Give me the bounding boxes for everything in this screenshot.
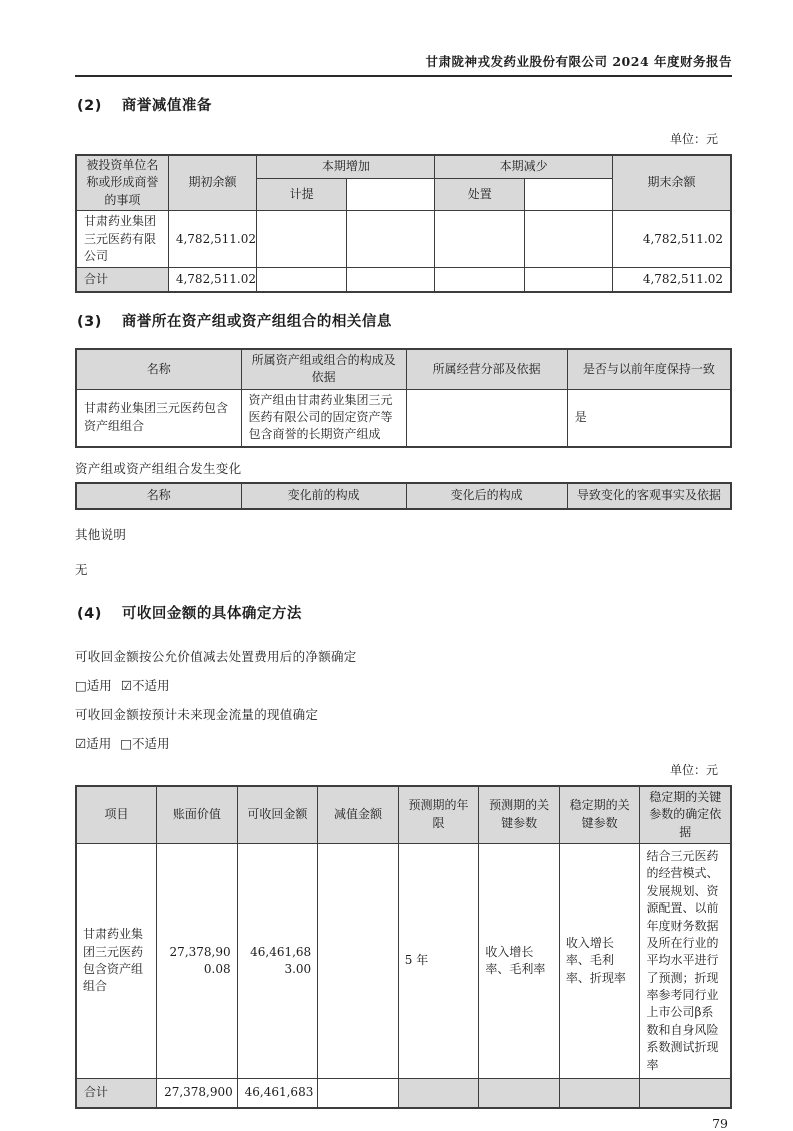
cell-empty — [257, 211, 347, 268]
cell-empty — [525, 211, 613, 268]
header-cell-increase-blank — [347, 178, 435, 210]
header-cell-stable-params-basis: 稳定期的关键参数的确定依据 — [640, 786, 731, 844]
cell-total-ending: 4,782,511.02 — [612, 268, 731, 292]
cell-recoverable-amount: 46,461,683.00 — [237, 843, 318, 1078]
header-rule — [75, 75, 732, 77]
header-cell-increase-provision: 计提 — [257, 178, 347, 210]
fair-value-method-line: 可收回金额按公允价值减去处置费用后的净额确定 — [75, 648, 357, 664]
cell-empty-gray — [398, 1079, 479, 1108]
change-note: 资产组或资产组组合发生变化 — [75, 460, 242, 476]
cell-empty-gray — [479, 1079, 560, 1108]
header-cell-forecast-params: 预测期的关键参数 — [479, 786, 560, 844]
section-4-title: 可收回金额的具体确定方法 — [121, 605, 302, 622]
table-row — [76, 389, 731, 447]
recoverable-amount-table — [75, 785, 732, 1109]
checked-checkbox-not-applicable: ☑不适用 — [120, 677, 170, 693]
header-cell-current-decrease: 本期减少 — [435, 155, 613, 178]
header-cell-change-reason: 导致变化的客观事实及依据 — [567, 483, 731, 509]
cell-project: 甘肃药业集团三元医药包含资产组组合 — [76, 843, 157, 1078]
cell-forecast-period: 5 年 — [398, 843, 479, 1078]
section-3-heading — [77, 310, 732, 331]
cell-total-beginning: 4,782,511.02 — [168, 268, 256, 292]
header-cell-decrease-disposal: 处置 — [435, 178, 525, 210]
cell-total-label: 合计 — [76, 1079, 157, 1108]
header-cell-stable-params: 稳定期的关键参数 — [559, 786, 640, 844]
dcf-applicability — [75, 734, 732, 752]
asset-group-info-table — [75, 348, 732, 448]
header-cell-current-increase: 本期增加 — [257, 155, 435, 178]
unchecked-checkbox-not-applicable: □不适用 — [120, 735, 170, 751]
cell-total-recoverable: 46,461,683 — [237, 1079, 318, 1108]
cell-impairment-empty — [318, 843, 399, 1078]
header-cell-item: 被投资单位名称或形成商誉的事项 — [76, 155, 168, 211]
dcf-method-line: 可收回金额按预计未来现金流量的现值确定 — [75, 706, 319, 722]
cell-composition: 资产组由甘肃药业集团三元医药有限公司的固定资产等包含商誉的长期资产组成 — [241, 389, 406, 447]
section-2-title: 商誉减值准备 — [121, 98, 212, 114]
header-cell-ending-balance: 期末余额 — [612, 155, 731, 211]
cell-segment-empty — [406, 389, 567, 447]
header-cell-beginning-balance: 期初余额 — [168, 155, 256, 211]
total-row — [76, 1079, 731, 1108]
table-row — [76, 843, 731, 1078]
header-cell-decrease-blank — [525, 178, 613, 210]
section-4-number: (4) — [77, 605, 102, 622]
header-cell-change-name: 名称 — [76, 483, 241, 509]
unit-label-1: 单位：元 — [669, 132, 718, 146]
asset-group-change-table — [75, 482, 732, 510]
cell-empty-gray — [559, 1079, 640, 1108]
header-cell-impairment-amount: 减值金额 — [318, 786, 399, 844]
cell-empty-gray — [640, 1079, 731, 1108]
section-2-number: (2) — [77, 98, 102, 114]
total-row — [76, 268, 731, 292]
section-3-title: 商誉所在资产组或资产组组合的相关信息 — [121, 313, 392, 330]
cell-empty — [318, 1079, 399, 1108]
cell-item: 甘肃药业集团三元医药有限公司 — [76, 211, 168, 268]
unit-label-2: 单位：元 — [669, 762, 718, 777]
cell-empty — [347, 268, 435, 292]
section-3-number: (3) — [77, 313, 102, 330]
page-number: 79 — [712, 1115, 728, 1131]
cell-consistency: 是 — [567, 389, 731, 447]
header-cell-composition: 所属资产组或组合的构成及依据 — [241, 349, 406, 389]
other-note-value: 无 — [75, 561, 88, 577]
cell-ending-balance: 4,782,511.02 — [612, 211, 731, 268]
fair-value-applicability — [75, 676, 732, 694]
cell-book-value: 27,378,900.08 — [157, 843, 238, 1078]
checked-checkbox-applicable: ☑适用 — [75, 735, 112, 751]
cell-forecast-params: 收入增长率、毛利率 — [479, 843, 560, 1078]
section-4-heading — [77, 602, 732, 623]
header-cell-before-change: 变化前的构成 — [241, 483, 406, 509]
header-cell-name: 名称 — [76, 349, 241, 389]
header-cell-consistency: 是否与以前年度保持一致 — [567, 349, 731, 389]
other-note-label: 其他说明 — [75, 526, 127, 542]
cell-stable-params-basis: 结合三元医药的经营模式、发展规划、资源配置、以前年度财务数据及所在行业的平均水平进行了预测；折现率参考同行业上市公司β系数和自身风险系数测试折现率 — [640, 843, 731, 1078]
header-cell-after-change: 变化后的构成 — [406, 483, 567, 509]
cell-total-book-value: 27,378,900 — [157, 1079, 238, 1108]
running-header: 甘肃陇神戎发药业股份有限公司 2024 年度财务报告 — [425, 54, 732, 69]
table-row — [76, 211, 731, 268]
cell-empty — [435, 268, 525, 292]
section-2-heading — [77, 94, 732, 115]
header-cell-forecast-period: 预测期的年限 — [398, 786, 479, 844]
header-cell-segment: 所属经营分部及依据 — [406, 349, 567, 389]
unchecked-checkbox-applicable: □适用 — [75, 677, 112, 693]
header-cell-recoverable-amount: 可收回金额 — [237, 786, 318, 844]
cell-stable-params: 收入增长率、毛利率、折现率 — [559, 843, 640, 1078]
goodwill-impairment-table — [75, 154, 732, 293]
cell-name: 甘肃药业集团三元医药包含资产组组合 — [76, 389, 241, 447]
header-cell-project: 项目 — [76, 786, 157, 844]
cell-empty — [347, 211, 435, 268]
header-cell-book-value: 账面价值 — [157, 786, 238, 844]
cell-empty — [435, 211, 525, 268]
cell-total-label: 合计 — [76, 268, 168, 292]
cell-beginning-balance: 4,782,511.02 — [168, 211, 256, 268]
cell-empty — [257, 268, 347, 292]
cell-empty — [525, 268, 613, 292]
